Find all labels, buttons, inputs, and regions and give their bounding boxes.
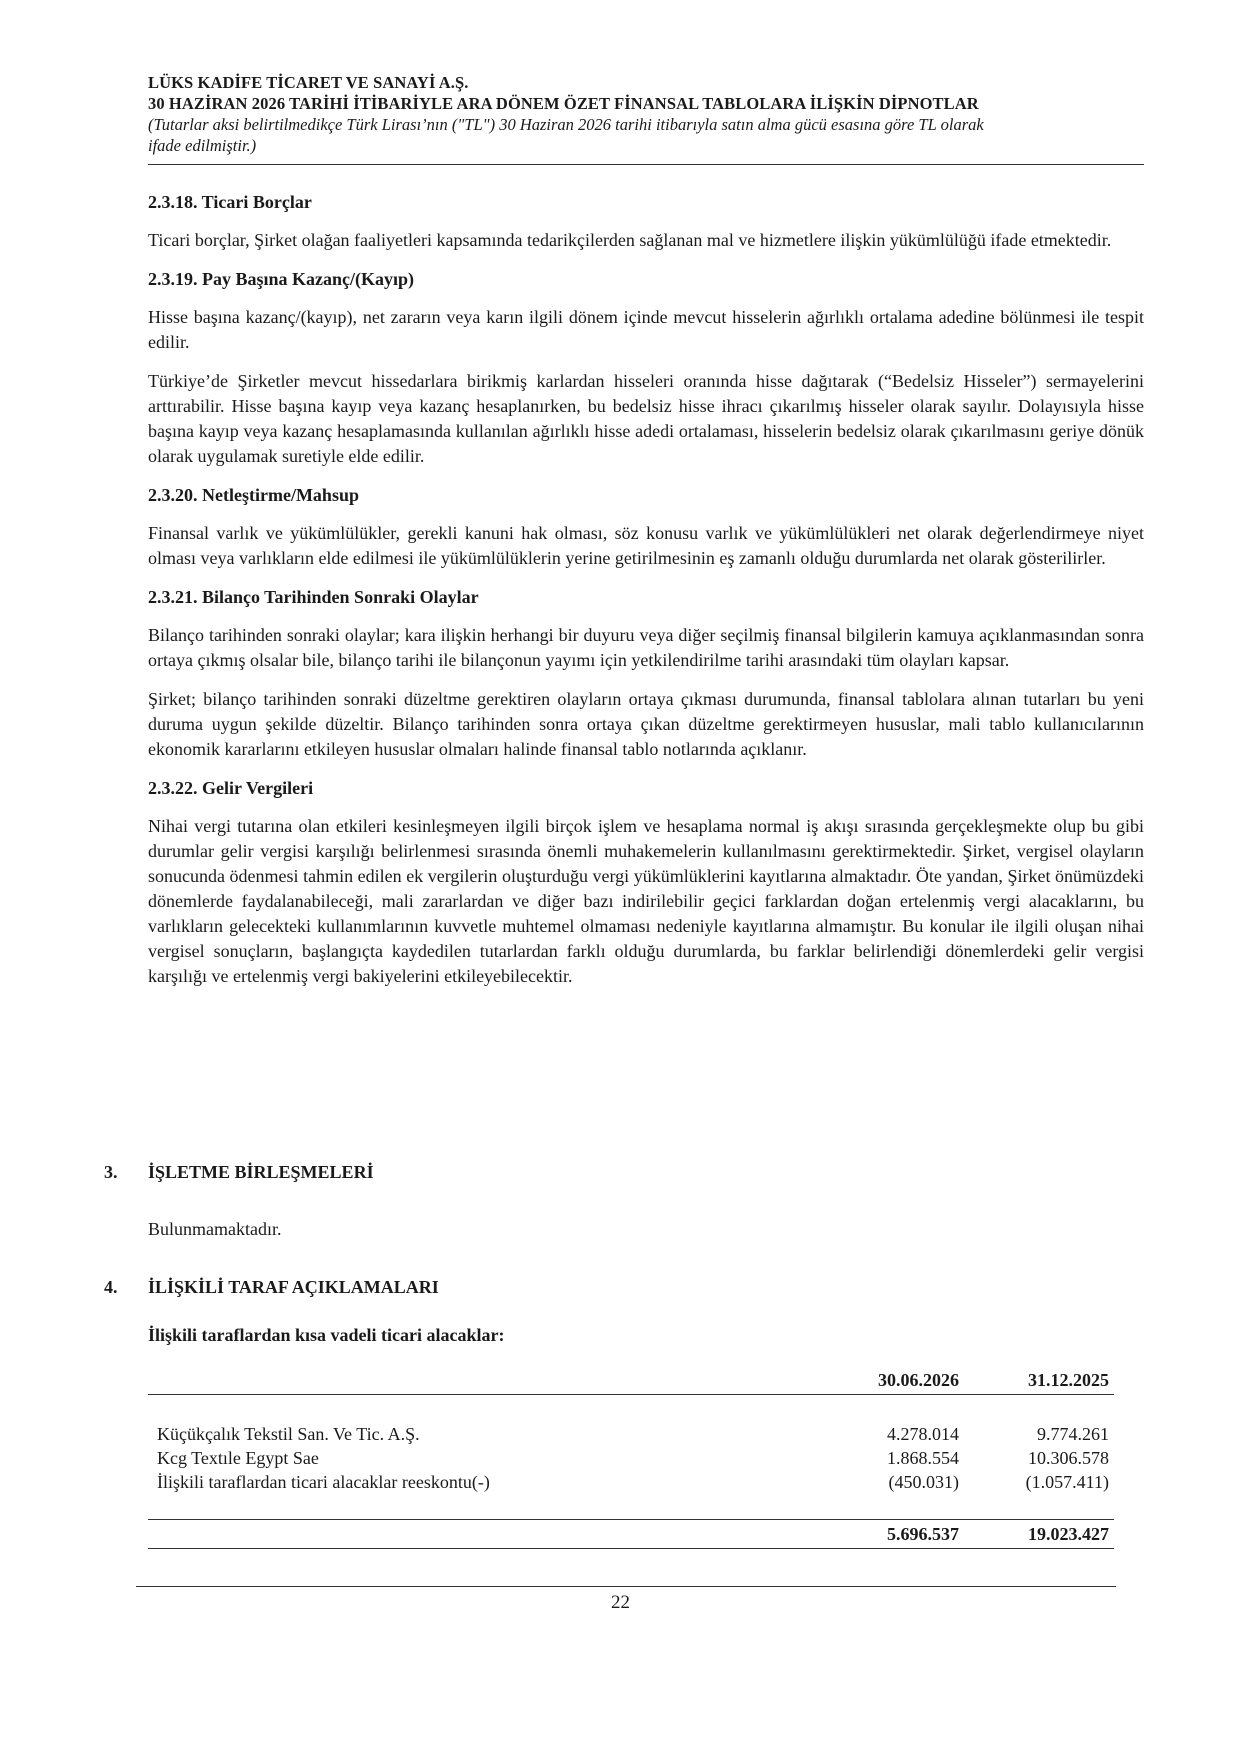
header-note-line-1: (Tutarlar aksi belirtilmedikçe Türk Lirası’nın ("TL") 30 Haziran 2026 tarihi itibarıyla satın alma gücü esasına göre TL olarak: [148, 115, 984, 134]
footer-divider: [136, 1586, 1116, 1587]
value-2026: (450.031): [888, 1472, 959, 1492]
section-title: 2.3.18. Ticari Borçlar: [148, 192, 312, 212]
section-title: İLİŞKİLİ TARAF AÇIKLAMALARI: [148, 1277, 439, 1297]
document-body: [148, 190, 1144, 1003]
header-note-line-2: ifade edilmiştir.): [148, 136, 257, 155]
paragraph: Ticari borçlar, Şirket olağan faaliyetleri kapsamında tedarikçilerden sağlanan mal ve hizmetlere ilişkin yükümlülüğü ifade etmektedir.: [148, 230, 1112, 250]
section-title: 2.3.19. Pay Başına Kazanç/(Kayıp): [148, 269, 415, 289]
row-label: Kcg Textıle Egypt Sae: [157, 1448, 319, 1468]
section-number: 4.: [104, 1277, 118, 1297]
paragraph: Türkiye’de Şirketler mevcut hissedarlara birikmiş karlardan hisseleri oranında hisse dağıtarak (“Bedelsiz Hisseler”) sermayelerini arttırabilir. Hisse başına kayıp veya kazanç hesaplanırken, bu bedelsiz hisse ihracı çıkarılmış hisseler olarak sayılır. Dolayısıyla hisse başına kayıp veya kazanç hesaplamasında kullanılan ağırlıklı hisse adedi ortalaması, hisselerin bedelsiz olarak çıkarılmasını geriye dönük olarak uygulamak suretiyle elde edilir.: [148, 371, 1144, 466]
table-total-top-rule: [148, 1519, 1114, 1520]
section-2-3-19: [148, 267, 1144, 469]
section-2-3-18: [148, 190, 1144, 253]
paragraph: Hisse başına kazanç/(kayıp), net zararın veya karın ilgili dönem içinde mevcut hisselerin ağırlıklı ortalama adedine bölünmesi ile tespit edilir.: [148, 307, 1144, 352]
value-2026: 1.868.554: [887, 1448, 959, 1468]
header-divider: [148, 164, 1144, 165]
column-header-2025: 31.12.2025: [1028, 1370, 1109, 1390]
section-2-3-21: [148, 585, 1144, 762]
column-header-2026: 30.06.2026: [878, 1370, 959, 1390]
section-number: 3.: [104, 1162, 118, 1182]
value-2026: 4.278.014: [887, 1424, 959, 1444]
row-label: Küçükçalık Tekstil San. Ve Tic. A.Ş.: [157, 1424, 420, 1444]
section-3-heading: [104, 1160, 374, 1184]
table-header-rule: [148, 1394, 1114, 1395]
value-2025: 10.306.578: [1028, 1448, 1109, 1468]
section-title: 2.3.20. Netleştirme/Mahsup: [148, 485, 359, 505]
section-title: 2.3.22. Gelir Vergileri: [148, 778, 314, 798]
section-3-text: Bulunmamaktadır.: [148, 1219, 282, 1239]
paragraph: Finansal varlık ve yükümlülükler, gerekli kanuni hak olması, söz konusu varlık ve yükümlülükleri net olarak değerlendirmeye niyet olması veya varlıkların elde edilmesi ile yükümlülüklerin yerine getirilmesinin eş zamanlı olduğu durumlarda net olarak gösterilirler.: [148, 523, 1144, 568]
section-2-3-22: [148, 776, 1144, 989]
value-2025: (1.057.411): [1025, 1472, 1109, 1492]
page-number: 22: [611, 1592, 630, 1613]
paragraph: Şirket; bilanço tarihinden sonraki düzeltme gerektiren olayların ortaya çıkması durumunda, finansal tablolara alınan tutarları bu yeni duruma uygun şekilde düzeltir. Bilanço tarihinden sonra ortaya çıkan düzeltme gerektirmeyen hususlar, mali tablo kullanıcılarının ekonomik kararlarını etkileyen hususlar olmaları halinde finansal tablo notlarında açıklanır.: [148, 689, 1144, 759]
row-label: İlişkili taraflardan ticari alacaklar reeskontu(-): [157, 1472, 490, 1492]
paragraph: Nihai vergi tutarına olan etkileri kesinleşmeyen ilgili birçok işlem ve hesaplama normal iş akışı sırasında gerçekleşmekte olup bu gibi durumlar gelir vergisi karşılığı belirlenmesi sırasında önemli muhakemelerin kullanılmasını gerektirmektedir. Şirket, vergisel olayların sonucunda ödenmesi tahmin edilen ek vergilerin oluşturduğu vergi yükümlüklerini kayıtlarına almaktadır. Öte yandan, Şirket önümüzdeki dönemlerde faydalanabileceği, mali zararlardan ve diğer bazı indirilebilir geçici farklardan doğan ertelenmiş vergi alacaklarını, bu varlıkların gelecekteki kullanımlarının kuvvetle muhtemel olmaması nedeniyle kayıtlarına almamıştır. Bu konular ile ilgili oluşan nihai vergisel sonuçların, başlangıçta kaydedilen tutarlardan farklı olduğu durumlarda, bu farklar belirlendiği dönemlerdeki gelir vergisi karşılığı ve ertelenmiş vergi bakiyelerini etkileyebilecektir.: [148, 816, 1144, 986]
paragraph: Bilanço tarihinden sonraki olaylar; kara ilişkin herhangi bir duyuru veya diğer seçilmiş finansal bilgilerin kamuya açıklanmasından sonra ortaya çıkmış olsalar bile, bilanço tarihi ile bilançonun yayımı için yetkilendirilme tarihi arasındaki tüm olayları kapsar.: [148, 625, 1144, 670]
section-2-3-20: [148, 483, 1144, 571]
total-2025: 19.023.427: [1028, 1524, 1109, 1544]
table-title: İlişkili taraflardan kısa vadeli ticari alacaklar:: [148, 1325, 505, 1345]
report-title: 30 HAZİRAN 2026 TARİHİ İTİBARİYLE ARA DÖNEM ÖZET FİNANSAL TABLOLARA İLİŞKİN DİPNOTLAR: [148, 94, 979, 113]
table-total-bottom-rule: [148, 1548, 1114, 1549]
page-header: [148, 72, 1144, 156]
value-2025: 9.774.261: [1037, 1424, 1109, 1444]
total-2026: 5.696.537: [887, 1524, 959, 1544]
section-title: 2.3.21. Bilanço Tarihinden Sonraki Olaylar: [148, 587, 479, 607]
company-name: LÜKS KADİFE TİCARET VE SANAYİ A.Ş.: [148, 73, 469, 92]
section-4-heading: [104, 1275, 439, 1299]
section-title: İŞLETME BİRLEŞMELERİ: [148, 1162, 374, 1182]
